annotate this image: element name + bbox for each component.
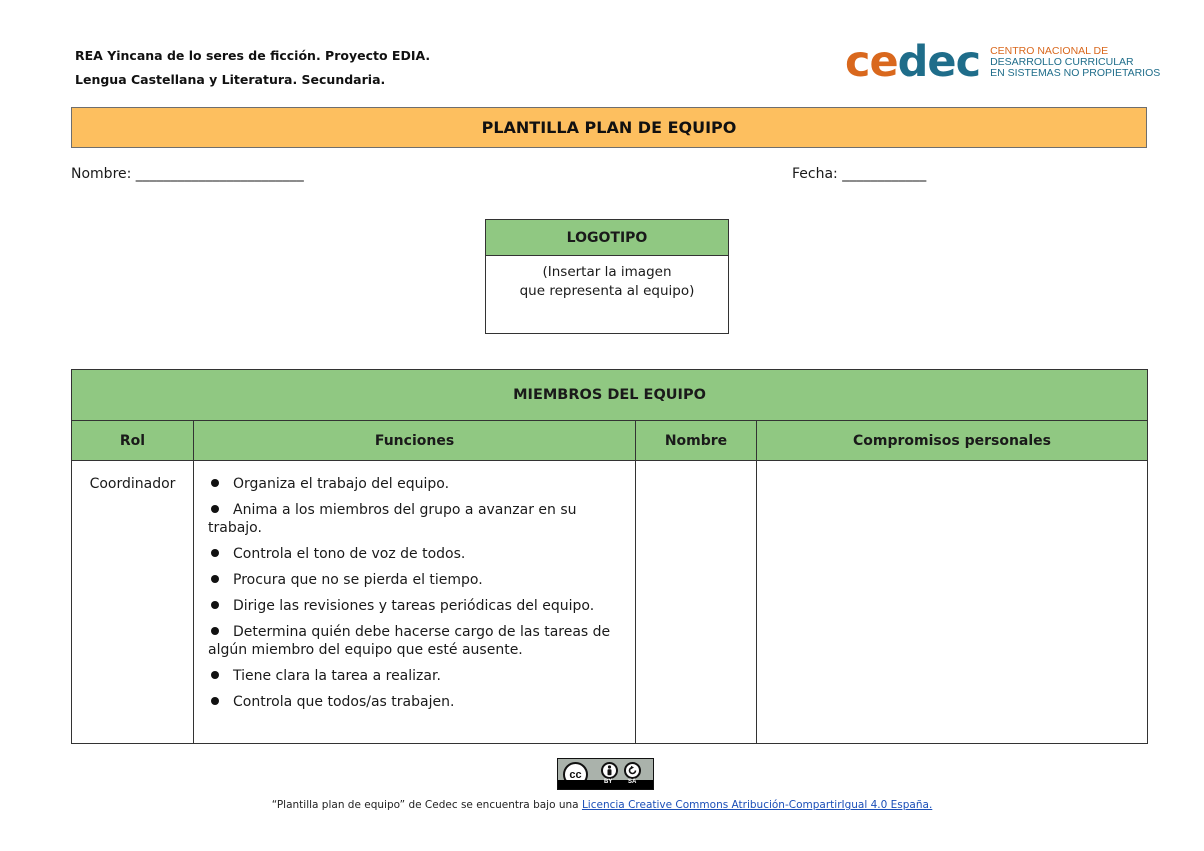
table-row bbox=[72, 461, 1148, 744]
team-members-table bbox=[71, 369, 1148, 744]
funciones-cell bbox=[194, 461, 636, 744]
funcion-text: Controla que todos/as trabajen. bbox=[233, 694, 455, 710]
logo-sub-line-1: CENTRO NACIONAL DE bbox=[990, 44, 1109, 57]
list-item bbox=[208, 571, 619, 589]
funcion-text: Tiene clara la tarea a realizar. bbox=[233, 668, 441, 684]
bullet-icon bbox=[211, 627, 219, 635]
column-header-nombre: Nombre bbox=[636, 421, 757, 461]
bullet-icon bbox=[211, 697, 219, 705]
attribution-icon bbox=[601, 762, 618, 779]
share-alike-icon bbox=[624, 762, 641, 779]
logotipo-line-2: que representa al equipo) bbox=[519, 283, 695, 299]
logotipo-box bbox=[485, 219, 729, 334]
sa-label: SA bbox=[628, 779, 637, 785]
list-item bbox=[208, 501, 619, 537]
logotipo-heading: LOGOTIPO bbox=[486, 220, 728, 256]
list-item bbox=[208, 597, 619, 615]
column-header-rol: Rol bbox=[72, 421, 194, 461]
list-item bbox=[208, 545, 619, 563]
bullet-icon bbox=[211, 549, 219, 557]
cc-by-sa-badge[interactable] bbox=[557, 758, 654, 790]
funcion-text: Dirige las revisiones y tareas periódicas del equipo. bbox=[233, 598, 595, 614]
license-link[interactable]: Licencia Creative Commons Atribución-CompartirIgual 4.0 España. bbox=[581, 799, 933, 811]
bullet-icon bbox=[211, 575, 219, 583]
cc-label-strip bbox=[558, 780, 653, 789]
funcion-text: Determina quién debe hacerse cargo de las tareas de algún miembro del equipo que esté ausente. bbox=[208, 624, 611, 658]
cc-icon-text: cc bbox=[569, 768, 582, 781]
license-notice bbox=[0, 799, 1204, 811]
cedec-logo-word bbox=[845, 36, 981, 87]
bullet-icon bbox=[211, 601, 219, 609]
header-line-2: Lengua Castellana y Literatura. Secundaria. bbox=[75, 72, 386, 87]
funciones-list bbox=[194, 461, 635, 711]
team-table-title: MIEMBROS DEL EQUIPO bbox=[72, 370, 1148, 421]
funcion-text: Controla el tono de voz de todos. bbox=[233, 546, 466, 562]
nombre-field[interactable]: Nombre: ________________________ bbox=[71, 166, 304, 182]
bullet-icon bbox=[211, 505, 219, 513]
compromisos-cell[interactable] bbox=[757, 461, 1148, 744]
list-item bbox=[208, 623, 619, 659]
license-text: “Plantilla plan de equipo” de Cedec se encuentra bajo una bbox=[271, 799, 582, 811]
rol-cell bbox=[72, 461, 194, 744]
column-header-funciones: Funciones bbox=[194, 421, 636, 461]
header-line-1: REA Yincana de lo seres de ficción. Proyecto EDIA. bbox=[75, 48, 431, 63]
nombre-cell[interactable] bbox=[636, 461, 757, 744]
logo-word-part1: ce bbox=[845, 36, 898, 87]
cedec-logo bbox=[845, 36, 1161, 87]
bullet-icon bbox=[211, 671, 219, 679]
rol-value: Coordinador bbox=[89, 476, 176, 492]
list-item bbox=[208, 475, 619, 493]
share-alike-arrow-icon bbox=[627, 765, 638, 776]
person-icon bbox=[605, 765, 614, 776]
fecha-field[interactable]: Fecha: ____________ bbox=[792, 166, 927, 182]
list-item bbox=[208, 693, 619, 711]
by-label: BY bbox=[604, 779, 613, 785]
logotipo-line-1: (Insertar la imagen bbox=[542, 264, 672, 280]
logo-sub-line-2: DESARROLLO CURRICULAR bbox=[990, 55, 1134, 68]
funcion-text: Anima a los miembros del grupo a avanzar en su trabajo. bbox=[208, 502, 577, 536]
bullet-icon bbox=[211, 479, 219, 487]
logo-word-part2: dec bbox=[897, 36, 981, 87]
cedec-logo-subtitle bbox=[990, 46, 1160, 79]
logotipo-placeholder[interactable] bbox=[486, 256, 728, 301]
funcion-text: Procura que no se pierda el tiempo. bbox=[233, 572, 483, 588]
page-title: PLANTILLA PLAN DE EQUIPO bbox=[71, 107, 1147, 148]
funcion-text: Organiza el trabajo del equipo. bbox=[233, 476, 450, 492]
list-item bbox=[208, 667, 619, 685]
column-header-compromisos: Compromisos personales bbox=[757, 421, 1148, 461]
logo-sub-line-3: EN SISTEMAS NO PROPIETARIOS bbox=[990, 66, 1161, 79]
